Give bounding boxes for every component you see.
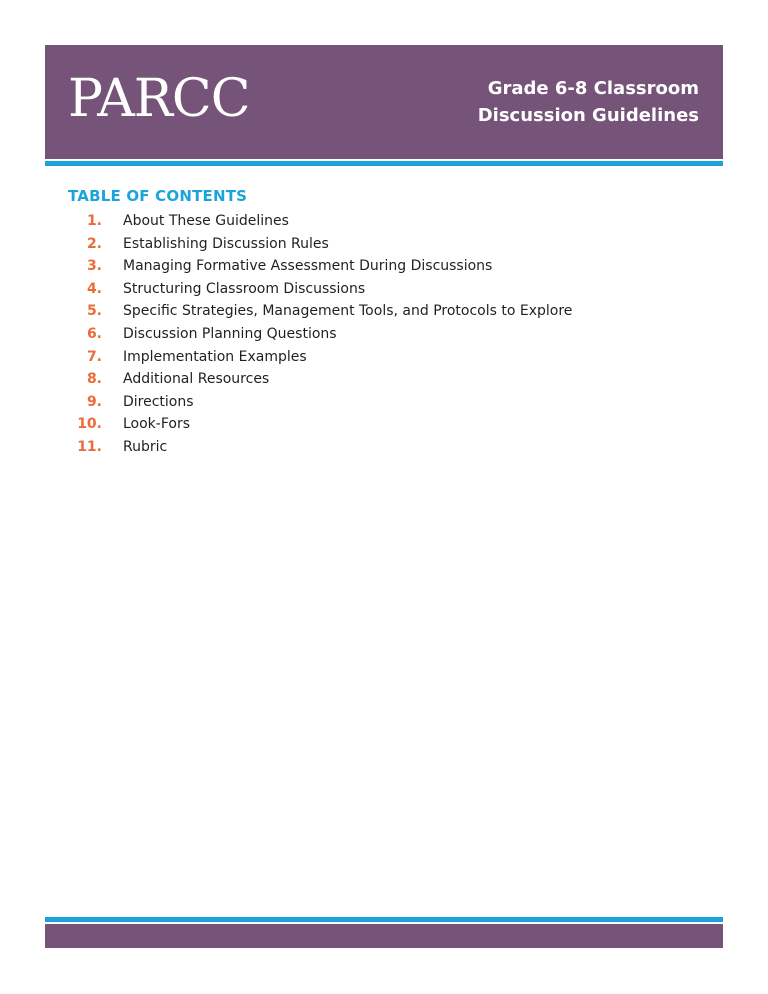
header-banner [45, 45, 723, 159]
toc-list [68, 210, 708, 459]
toc-item-label: Managing Formative Assessment During Discussions [123, 258, 493, 275]
toc-item[interactable] [68, 255, 708, 278]
toc-item[interactable] [68, 278, 708, 301]
toc-item-label: Additional Resources [123, 371, 270, 388]
document-title-line-1: Grade 6-8 Classroom [487, 78, 699, 99]
toc-item-label: About These Guidelines [123, 213, 289, 229]
toc-item-number: 3. [86, 258, 102, 275]
table-of-contents [68, 186, 708, 459]
toc-item-number: 4. [86, 280, 102, 297]
document-title [399, 75, 699, 129]
toc-item-number: 2. [86, 235, 102, 252]
toc-item[interactable] [68, 413, 708, 436]
toc-item[interactable] [68, 300, 708, 323]
toc-item-number: 1. [86, 213, 102, 229]
document-title-line-2: Discussion Guidelines [477, 105, 699, 126]
toc-item[interactable] [68, 346, 708, 369]
toc-item-number: 9. [86, 393, 102, 410]
toc-item-label: Discussion Planning Questions [123, 325, 337, 342]
footer-banner [45, 924, 723, 948]
toc-heading: TABLE OF CONTENTS [68, 187, 248, 205]
toc-item[interactable] [68, 233, 708, 256]
toc-item-number: 8. [86, 371, 102, 388]
toc-item[interactable] [68, 436, 708, 459]
toc-item[interactable] [68, 323, 708, 346]
toc-item-label: Establishing Discussion Rules [123, 235, 329, 252]
toc-item-label: Implementation Examples [123, 348, 307, 365]
footer-accent-rule [45, 917, 723, 922]
toc-item-label: Rubric [123, 438, 168, 455]
toc-item-number: 5. [86, 303, 102, 320]
toc-item-number: 6. [86, 325, 102, 342]
toc-item-label: Look-Fors [123, 416, 191, 433]
header-accent-rule [45, 161, 723, 166]
toc-item[interactable] [68, 210, 708, 233]
toc-item[interactable] [68, 391, 708, 414]
toc-item-number: 11. [77, 438, 102, 455]
parcc-logo: PARCC [68, 69, 250, 129]
toc-item-label: Specific Strategies, Management Tools, and Protocols to Explore [123, 303, 573, 320]
toc-item-label: Directions [123, 393, 194, 410]
toc-item[interactable] [68, 368, 708, 391]
toc-item-number: 10. [77, 416, 102, 433]
toc-item-number: 7. [86, 348, 102, 365]
toc-item-label: Structuring Classroom Discussions [123, 280, 366, 297]
